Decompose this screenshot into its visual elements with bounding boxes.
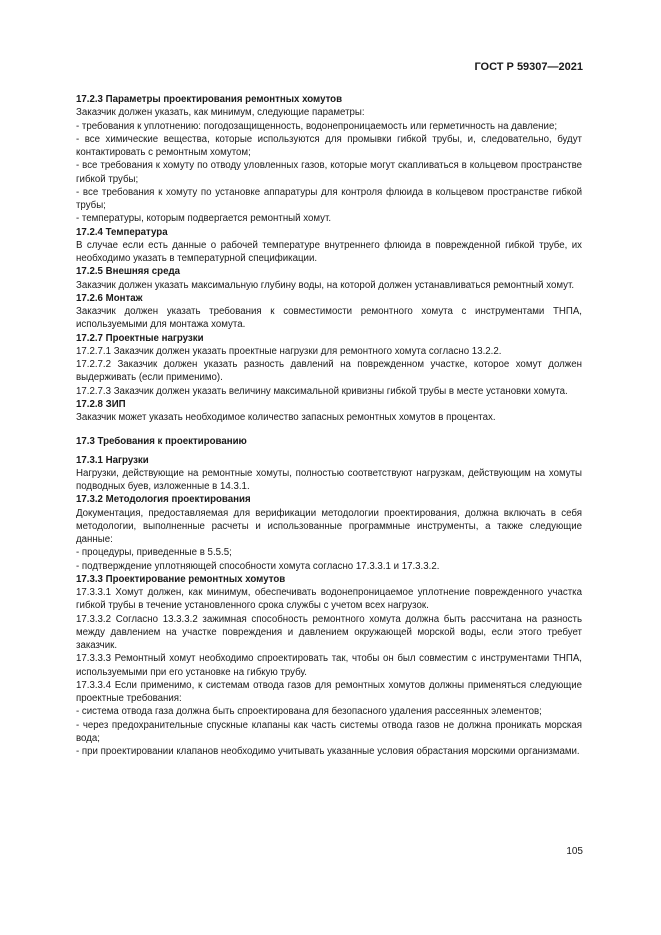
section-heading: 17.2.6 Монтаж (76, 292, 143, 304)
section-heading: 17.3.1 Нагрузки (76, 454, 149, 466)
section-heading: 17.2.3 Параметры проектирования ремонтных хомутов (76, 94, 343, 105)
paragraph: Нагрузки, действующие на ремонтные хомуты, полностью соответствуют нагрузкам, действующим на хомуты подводных буев, изложенные в 14.3.1. (76, 467, 582, 492)
section-heading: 17.2.4 Температура (76, 226, 168, 238)
paragraph: 17.2.7.1 Заказчик должен указать проектные нагрузки для ремонтного хомута согласно 13.2.2. (76, 345, 502, 357)
paragraph: - требования к уплотнению: погодозащищенность, водонепроницаемость или герметичность на давление; (76, 120, 558, 132)
paragraph: 17.3.3.3 Ремонтный хомут необходимо спроектировать так, чтобы он был совместим с инструментами ТНПА, используемыми при его установке на гибкую трубу. (76, 653, 582, 678)
paragraph: Заказчик должен указать максимальную глубину воды, на которой должен устанавливаться ремонтный хомут. (76, 279, 575, 291)
section-heading: 17.2.8 ЗИП (76, 398, 126, 410)
document-body (76, 93, 582, 758)
section-heading: 17.2.5 Внешняя среда (76, 266, 181, 278)
paragraph: 17.3.3.4 Если применимо, к системам отвода газов для ремонтных хомутов должны применяться следующие проектные требования: (76, 679, 582, 704)
paragraph: Заказчик может указать необходимое количество запасных ремонтных хомутов в процентах. (76, 412, 496, 423)
paragraph: В случае если есть данные о рабочей температуре внутреннего флюида в поврежденной гибкой трубе, их необходимо указать в температурной спецификации. (76, 239, 582, 264)
paragraph: 17.3.3.2 Согласно 13.3.3.2 зажимная способность ремонтного хомута должна быть рассчитана на разность между давлением на участке повреждения и давлением окружающей морской воды, если этого требует заказчик. (76, 613, 582, 651)
paragraph: Документация, предоставляемая для верификации методологии проектирования, должна включать в себя методологии, выполненные расчеты и использованные программные инструменты, а также следующие данные: (76, 507, 582, 545)
paragraph: - температуры, которым подвергается ремонтный хомут. (76, 213, 332, 225)
paragraph: - через предохранительные спускные клапаны как часть системы отвода газов не должна проникать морская вода; (76, 719, 582, 744)
section-heading: 17.2.7 Проектные нагрузки (76, 332, 204, 344)
paragraph: Заказчик должен указать, как минимум, следующие параметры: (76, 107, 365, 119)
section-heading: 17.3.3 Проектирование ремонтных хомутов (76, 573, 286, 585)
section-heading: 17.3.2 Методология проектирования (76, 494, 251, 506)
paragraph: - все требования к хомуту по установке аппаратуры для контроля флюида в кольцевом пространстве гибкой трубы; (76, 186, 582, 211)
page-number: 105 (566, 846, 583, 857)
paragraph: Заказчик должен указать требования к совместимости ремонтного хомута с инструментами ТНПА, используемыми для монтажа хомута. (76, 306, 582, 331)
paragraph: - при проектировании клапанов необходимо учитывать указанные условия обрастания морскими организмами. (76, 746, 580, 757)
paragraph: - все химические вещества, которые используются для промывки гибкой трубы, и, следовательно, будут контактировать с ремонтным хомутом; (76, 133, 582, 158)
section-heading: 17.3 Требования к проектированию (76, 436, 247, 448)
paragraph: - процедуры, приведенные в 5.5.5; (76, 547, 232, 559)
paragraph: 17.3.3.1 Хомут должен, как минимум, обеспечивать водонепроницаемое уплотнение поврежденного участка гибкой трубы в течение установленного срока службы с учетом всех нагрузок. (76, 587, 582, 612)
paragraph-gap (76, 424, 582, 435)
paragraph: 17.2.7.2 Заказчик должен указать разность давлений на поврежденном участке, которое хомут должен выдерживать (если применимо). (76, 359, 582, 384)
paragraph: 17.2.7.3 Заказчик должен указать величину максимальной кривизны гибкой трубы в месте установки хомута. (76, 385, 568, 397)
paragraph: - все требования к хомуту по отводу уловленных газов, которые могут скапливаться в кольцевом пространстве гибкой трубы; (76, 160, 582, 185)
paragraph: - система отвода газа должна быть спроектирована для безопасного удаления рассеянных элементов; (76, 706, 542, 718)
document-header: ГОСТ Р 59307—2021 (474, 61, 583, 73)
paragraph: - подтверждение уплотняющей способности хомута согласно 17.3.3.1 и 17.3.3.2. (76, 560, 440, 572)
